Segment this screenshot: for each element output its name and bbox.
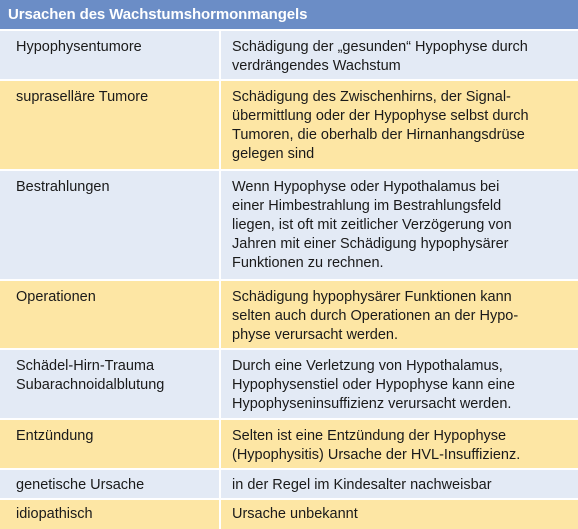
description-text: Selten ist eine Entzündung der Hypophyse bbox=[232, 428, 507, 444]
column-divider bbox=[219, 171, 221, 281]
description-cell bbox=[232, 288, 572, 345]
column-divider bbox=[219, 81, 221, 171]
description-text: Schädigung des Zwischenhirns, der Signal- bbox=[232, 89, 511, 105]
cause-text: Entzündung bbox=[16, 428, 94, 444]
description-text: Hypophyseninsuffizienz verursacht werden. bbox=[232, 396, 512, 412]
table-row bbox=[0, 81, 578, 171]
cause-cell bbox=[16, 476, 214, 495]
column-divider bbox=[219, 281, 221, 350]
table-row bbox=[0, 470, 578, 500]
description-cell bbox=[232, 178, 572, 273]
table-row bbox=[0, 350, 578, 420]
cause-text: idiopathisch bbox=[16, 506, 93, 522]
cause-cell bbox=[16, 178, 214, 197]
table-row bbox=[0, 500, 578, 529]
table-row bbox=[0, 281, 578, 350]
column-divider bbox=[219, 420, 221, 470]
description-text: selten auch durch Operationen an der Hypo- bbox=[232, 308, 519, 324]
column-divider bbox=[219, 470, 221, 500]
description-text: Jahren mit einer Schädigung hypophysärer bbox=[232, 236, 509, 252]
cause-text: Bestrahlungen bbox=[16, 179, 110, 195]
description-text: Schädigung hypophysärer Funktionen kann bbox=[232, 289, 512, 305]
description-text: liegen, ist oft mit zeitlicher Verzögerung von bbox=[232, 217, 512, 233]
description-text: Funktionen zu rechnen. bbox=[232, 255, 384, 271]
cause-cell bbox=[16, 288, 214, 307]
description-text: einer Himbestrahlung im Bestrahlungsfeld bbox=[232, 198, 502, 214]
description-text: physe verursacht werden. bbox=[232, 327, 399, 343]
description-text: übermittlung oder der Hypophyse selbst durch bbox=[232, 108, 529, 124]
description-text: Hypophysenstiel oder Hypophyse kann eine bbox=[232, 377, 515, 393]
description-cell bbox=[232, 427, 572, 465]
cause-text: Subarachnoidalblutung bbox=[16, 377, 165, 393]
column-divider bbox=[219, 500, 221, 529]
description-text: Tumoren, die oberhalb der Hirnanhangsdrüse bbox=[232, 127, 525, 143]
description-cell bbox=[232, 505, 572, 524]
table-row bbox=[0, 171, 578, 281]
description-cell bbox=[232, 476, 572, 495]
cause-text: supraselläre Tumore bbox=[16, 89, 149, 105]
table-row bbox=[0, 420, 578, 470]
description-cell bbox=[232, 88, 572, 164]
cause-cell bbox=[16, 505, 214, 524]
description-text: Ursache unbekannt bbox=[232, 506, 358, 522]
cause-text: Hypophysentumore bbox=[16, 39, 142, 55]
description-text: Schädigung der „gesunden“ Hypophyse durch bbox=[232, 39, 528, 55]
description-cell bbox=[232, 38, 572, 76]
cause-text: Schädel-Hirn-Trauma bbox=[16, 358, 155, 374]
column-divider bbox=[219, 31, 221, 81]
description-text: Durch eine Verletzung von Hypothalamus, bbox=[232, 358, 503, 374]
description-text: verdrängendes Wachstum bbox=[232, 58, 401, 74]
column-divider bbox=[219, 350, 221, 420]
cause-cell bbox=[16, 357, 214, 395]
cause-cell bbox=[16, 427, 214, 446]
description-text: gelegen sind bbox=[232, 146, 315, 162]
cause-text: Operationen bbox=[16, 289, 96, 305]
description-text: Wenn Hypophyse oder Hypothalamus bei bbox=[232, 179, 500, 195]
cause-text: genetische Ursache bbox=[16, 477, 145, 493]
description-text: (Hypophysitis) Ursache der HVL-Insuffizienz. bbox=[232, 447, 521, 463]
cause-cell bbox=[16, 88, 214, 107]
description-text: in der Regel im Kindesalter nachweisbar bbox=[232, 477, 492, 493]
description-cell bbox=[232, 357, 572, 414]
cause-cell bbox=[16, 38, 214, 57]
table-row bbox=[0, 31, 578, 81]
table-title: Ursachen des Wachstumshormonmangels bbox=[0, 0, 578, 29]
